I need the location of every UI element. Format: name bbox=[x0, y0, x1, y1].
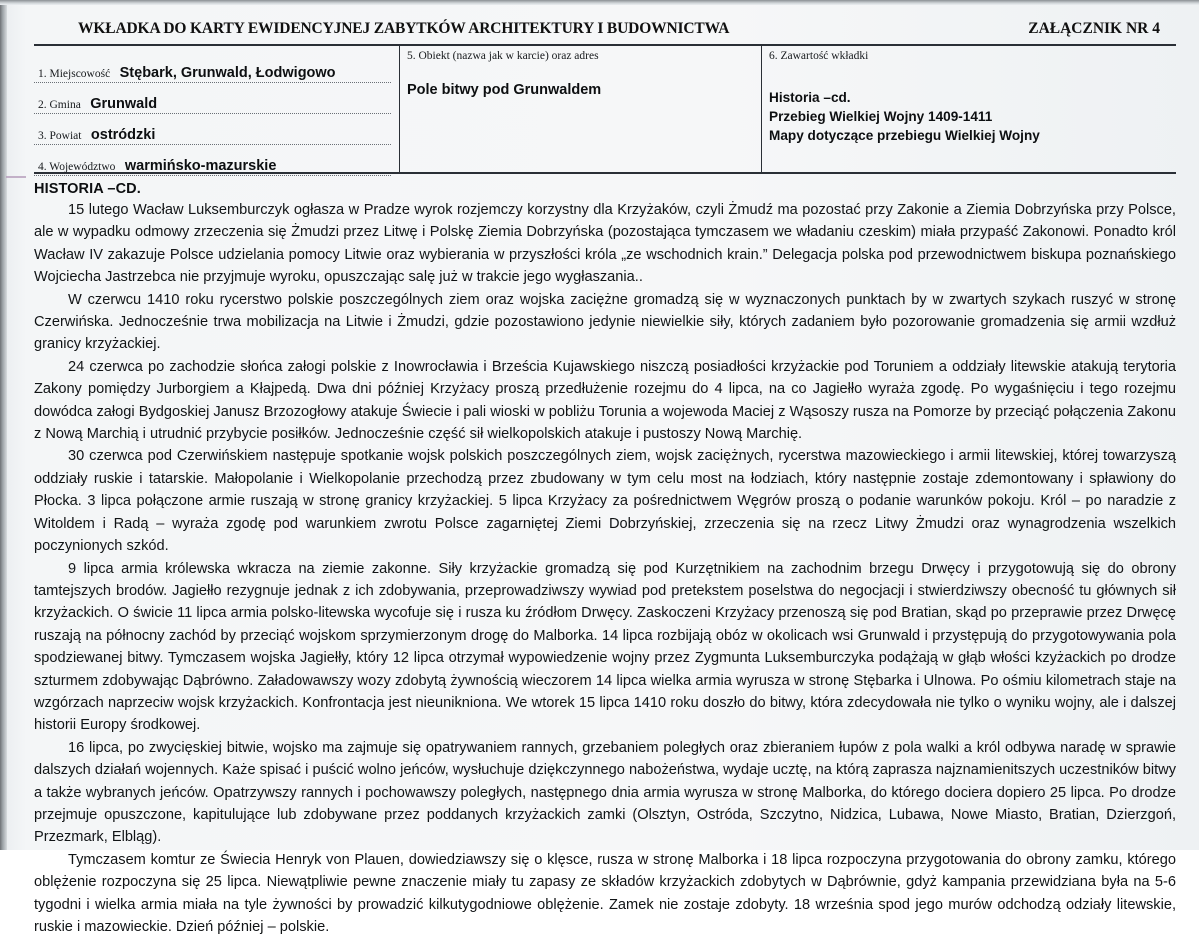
content-cell-lines bbox=[769, 88, 1176, 145]
section-heading-historia: HISTORIA –CD. bbox=[34, 181, 141, 197]
field-miejscowosc-label: 1. Miejscowość bbox=[38, 68, 111, 80]
body-paragraph: W czerwcu 1410 roku rycerstwo polskie poszczególnych ziem oraz wojska zaciężne gromadzą się w wyznaczonych punktach by w zwartych szykach ruszyć w stronę Czerwińska. Jednocześnie trwa mobilizacja na Litwie i Żmudzi, gdzie pozostawiono jedynie niewielkie siły, których zadaniem było pozorowanie gromadzenia się armii wzdłuż granicy krzyżackiej. bbox=[34, 291, 1176, 353]
annex-number: ZAŁĄCZNIK NR 4 bbox=[1028, 20, 1160, 37]
body-paragraph: 24 czerwca po zachodzie słońca załogi polskie z Inowrocławia i Brześcia Kujawskiego niszczą posiadłości krzyżackie pod Toruniem a oddziały litewskie atakują terytoria Zakony pomiędzy Jurborgiem a Kłajpedą. Dwa dni później Krzyżacy proszą przedłużenie rozejmu do 4 lipca, na co Jagiełło wyraża zgodę. Po wygaśnięciu i tego rozejmu dowódca załogi Bydgoskiej Janusz Brzozogłowy atakuje Świecie i pali wioski w pobliżu Torunia a wojewoda Maciej z Wąsoszy rusza na Pomorze by przeciąć połączenia Zakonu z Nową Marchią i utrudnić przybycie posiłków. Jednocześnie część sił wielkopolskich atakuje i pustoszy Nową Marchię. bbox=[34, 358, 1176, 443]
document-header bbox=[34, 20, 1174, 42]
object-name-cell bbox=[399, 46, 761, 172]
field-wojewodztwo-label: 4. Województwo bbox=[38, 161, 116, 173]
field-powiat-label: 3. Powiat bbox=[38, 130, 82, 142]
field-wojewodztwo-value: warmińsko-mazurskie bbox=[124, 158, 277, 174]
field-powiat-value: ostródzki bbox=[90, 127, 156, 143]
field-gmina-value: Grunwald bbox=[90, 96, 158, 112]
location-fields-cell bbox=[34, 46, 399, 172]
field-wojewodztwo bbox=[34, 145, 391, 176]
body-paragraph: 30 czerwca pod Czerwińskiem następuje spotkanie wojsk polskich poszczególnych ziem, wojsk zaciężnych, rycerstwa mazowieckiego i armii litewskiej, której towarzyszą oddziały ruskie i tatarskie. Małopolanie i Wielkopolanie przechodzą przez zbudowany w tym celu most na łodziach, który następnie zostaje zdemontowany i spławiony do Płocka. 3 lipca połączone armie ruszają w stronę granicy krzyżackiej. 5 lipca Krzyżacy za pośrednictwem Węgrów proszą o podanie warunków pokoju. Król – po naradzie z Witoldem i Radą – wyraża zgodę pod warunkiem zwrotu Polsce zagarniętej Ziemi Dobrzyńskiej, zrzeczenia się na rzecz Litwy Żmudzi oraz wynagrodzenia wszelkich poczynionych szkód. bbox=[34, 448, 1176, 555]
body-paragraph: 9 lipca armia królewska wkracza na ziemie zakonne. Siły krzyżackie gromadzą się pod Kurzętnikiem na zachodnim brzegu Drwęcy i przygotowują się do obrony tamtejszych brodów. Jagiełło rezygnuje jednak z ich zdobywania, przeprowadziwszy wywiad pod pretekstem poselstwa do negocjacji i stwierdziwszy obecność tu głównych sił krzyżackich. O świcie 11 lipca armia polsko-litewska wycofuje się i rusza ku źródłom Drwęcy. Zaskoczeni Krzyżacy przenoszą się pod Bratian, skąd po przeprawie przez Drwęcę ruszają na północny zachód by przeciąć wojskom sprzymierzonym drogę do Malborka. 14 lipca rozbijają obóz w okolicach wsi Grunwald i przystępują do przygotowywania pola spodziewanej bitwy. Tymczasem wojska Jagiełły, który 12 lipca otrzymał wypowiedzenie wojny przez Zygmunta Luksemburczyka podążają w głąb włości kzyżackich po drodze szturmem zdobywając Dąbrówno. Załadowawszy wozy zdobytą żywnością wieczorem 14 lipca wielka armia wyrusza w stronę Stębarka i Ulnowa. Po ośmiu kilometrach staje na wzgórzach naprzeciw wojsk krzyżackich. Konfrontacja jest nieunikniona. We wtorek 15 lipca 1410 roku doszło do bitwy, która zdecydowała nie tylko o wyniku wojny, ale i dalszej historii Europy środkowej. bbox=[34, 560, 1176, 734]
field-gmina bbox=[34, 83, 391, 114]
content-cell-line-3: Mapy dotyczące przebiegu Wielkiej Wojny bbox=[769, 128, 1040, 143]
content-cell-line-1: Historia –cd. bbox=[769, 90, 851, 105]
document-body bbox=[34, 181, 1176, 938]
insert-content-cell bbox=[761, 46, 1176, 172]
field-miejscowosc bbox=[34, 52, 391, 83]
content-cell-label: 6. Zawartość wkładki bbox=[769, 50, 869, 62]
body-paragraph: 15 lutego Wacław Luksemburczyk ogłasza w Pradze wyrok rozjemczy korzystny dla Krzyżaków, czyli Żmudź ma pozostać przy Zakonie a Ziemia Dobrzyńska przy Polsce, ale w wypadku odmowy zrzeczenia się Żmudzi przez Litwę i Polskę Ziemia Dobrzyńska (pozostająca tymczasem we władaniu czeskim) miała przypaść Zakonowi. Ponadto król Wacław IV zakazuje Polsce udzielania pomocy Litwie oraz wybierania w przyszłości króla „ze wschodnich krain.” Delegacja polska pod przewodnictwem biskupa poznańskiego Wojciecha Jastrzebca nie przyjmuje wyroku, opuszczając salę już w trakcie jego wygłaszania.. bbox=[34, 202, 1176, 286]
field-miejscowosc-value: Stębark, Grunwald, Łodwigowo bbox=[119, 65, 336, 81]
content-cell-line-2: Przebieg Wielkiej Wojny 1409-1411 bbox=[769, 109, 993, 124]
metadata-table bbox=[34, 44, 1176, 174]
object-cell-label: 5. Obiekt (nazwa jak w karcie) oraz adres bbox=[407, 50, 599, 62]
field-gmina-label: 2. Gmina bbox=[38, 99, 81, 111]
object-cell-value: Pole bitwy pod Grunwaldem bbox=[407, 82, 602, 98]
body-paragraph: 16 lipca, po zwycięskiej bitwie, wojsko ma zajmuje się opatrywaniem rannych, grzebaniem poległych oraz zbieraniem łupów z pola walki a król odbywa naradę w sprawie dalszych działań wojennych. Każe spisać i puścić wolno jeńców, wysłuchuje dziękczynnego nabożeństwa, wydaje ucztę, na którą zaprasza najznamienitszych uczestników bitwy a także wybranych jeńców. Opatrzywszy rannych i pochowawszy poległych, następnego dnia armia wyrusza w stronę Malborka, do którego dociera dopiero 25 lipca. Po drodze przejmuje opuszczone, kapitulujące lub zdobywane przez poddanych krzyżackich zamki (Olsztyn, Ostróda, Szczytno, Nidzica, Lubawa, Nowe Miasto, Bratian, Dzierzgoń, Przezmark, Elbląg). bbox=[34, 739, 1176, 846]
body-paragraph: Tymczasem komtur ze Świecia Henryk von Plauen, dowiedziawszy się o klęsce, rusza w stronę Malborka i 18 lipca rozpoczyna przygotowania do obrony zamku, którego oblężenie rozpoczyna się 25 lipca. Niewątpliwie pewne znaczenie miały tu zapasy ze składów krzyżackich zdobytych w Dąbrównie, gdyż kampania przewidziana była na 5-6 tygodni i wielka armia miała na tyle żywności by prowadzić kilkutygodniowe oblężenie. Zamek nie zostaje zdobyty. 18 września spod jego murów odchodzą odziały litewskie, ruskie i mazowieckie. Dzień później – polskie. bbox=[34, 851, 1176, 935]
document-title: WKŁADKA DO KARTY EWIDENCYJNEJ ZABYTKÓW ARCHITEKTURY I BUDOWNICTWA bbox=[78, 20, 730, 37]
field-powiat bbox=[34, 114, 391, 145]
